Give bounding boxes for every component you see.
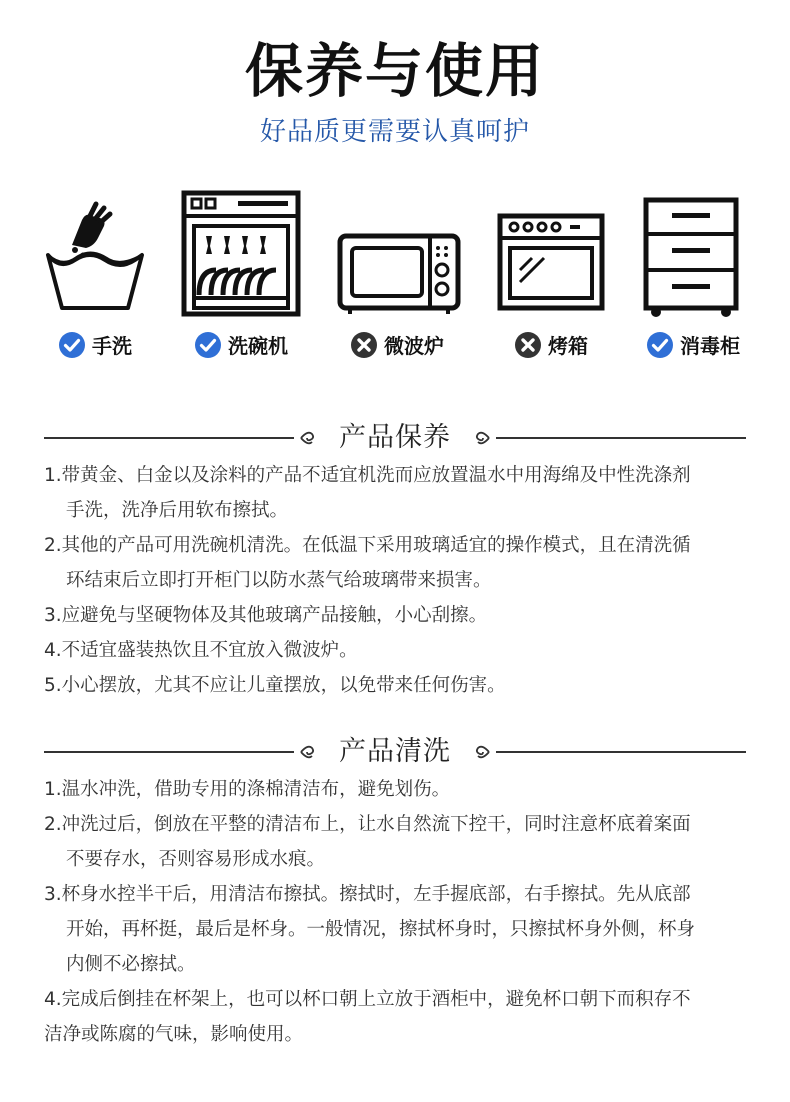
page-title: 保养与使用 <box>244 37 545 105</box>
cabinet-icon <box>618 190 768 318</box>
page-subtitle: 好品质更需要认真呵护 <box>259 117 530 147</box>
dishwasher-item <box>166 190 316 370</box>
text-line: 洁净或陈腐的气味，影响使用。 <box>44 1024 304 1045</box>
microwave-item <box>322 190 472 370</box>
cleaning-text <box>44 772 754 1052</box>
divider-line <box>496 437 746 439</box>
divider-line <box>496 751 746 753</box>
cleaning-heading-row <box>44 732 746 772</box>
maintenance-text <box>44 458 754 703</box>
text-line: 3.应避免与坚硬物体及其他玻璃产品接触，小心刮擦。 <box>44 605 488 626</box>
text-line: 环结束后立即打开柜门以防水蒸气给玻璃带来损害。 <box>66 570 492 591</box>
ornament-icon <box>472 426 492 450</box>
cross-icon <box>514 331 542 359</box>
microwave-label: 微波炉 <box>322 330 472 359</box>
oven-icon <box>476 190 626 318</box>
maintenance-heading-row <box>44 418 746 458</box>
cleaning-heading: 产品清洗 <box>339 736 451 767</box>
text-line: 4.不适宜盛装热饮且不宜放入微波炉。 <box>44 640 358 661</box>
text-line: 3.杯身水控半干后，用清洁布擦拭。擦拭时，左手握底部，右手擦拭。先从底部 <box>44 884 691 905</box>
cross-icon <box>350 331 378 359</box>
dishwasher-icon <box>166 190 316 318</box>
dishwasher-label: 洗碗机 <box>166 330 316 359</box>
disinfection-cabinet-item <box>618 190 768 370</box>
microwave-icon <box>322 190 472 318</box>
usage-icons <box>0 190 790 370</box>
divider-line <box>44 437 294 439</box>
text-line: 2.冲洗过后，倒放在平整的清洁布上，让水自然流下控干，同时注意杯底着案面 <box>44 814 691 835</box>
text-line: 内侧不必擦拭。 <box>66 954 196 975</box>
disinfection-cabinet-label: 消毒柜 <box>618 330 768 359</box>
check-icon <box>646 331 674 359</box>
text-line: 4.完成后倒挂在杯架上，也可以杯口朝上立放于酒柜中，避免杯口朝下而积存不 <box>44 989 691 1010</box>
text-line: 1.带黄金、白金以及涂料的产品不适宜机洗而应放置温水中用海绵及中性洗涤剂 <box>44 465 691 486</box>
divider-line <box>44 751 294 753</box>
text-line: 2.其他的产品可用洗碗机清洗。在低温下采用玻璃适宜的操作模式，且在清洗循 <box>44 535 691 556</box>
hand-wash-label: 手洗 <box>20 330 170 359</box>
check-icon <box>58 331 86 359</box>
text-line: 开始，再杯挺，最后是杯身。一般情况，擦拭杯身时，只擦拭杯身外侧，杯身 <box>66 919 696 940</box>
ornament-icon <box>472 740 492 764</box>
text-line: 不要存水，否则容易形成水痕。 <box>66 849 326 870</box>
ornament-icon <box>298 426 318 450</box>
text-line: 5.小心摆放，尤其不应让儿童摆放，以免带来任何伤害。 <box>44 675 506 696</box>
hand-wash-icon <box>20 190 170 318</box>
oven-item <box>476 190 626 370</box>
check-icon <box>194 331 222 359</box>
oven-label: 烤箱 <box>476 330 626 359</box>
hand-wash-item <box>20 190 170 370</box>
maintenance-heading: 产品保养 <box>339 422 451 453</box>
ornament-icon <box>298 740 318 764</box>
text-line: 手洗，洗净后用软布擦拭。 <box>66 500 289 521</box>
text-line: 1.温水冲洗，借助专用的涤棉清洁布，避免划伤。 <box>44 779 451 800</box>
